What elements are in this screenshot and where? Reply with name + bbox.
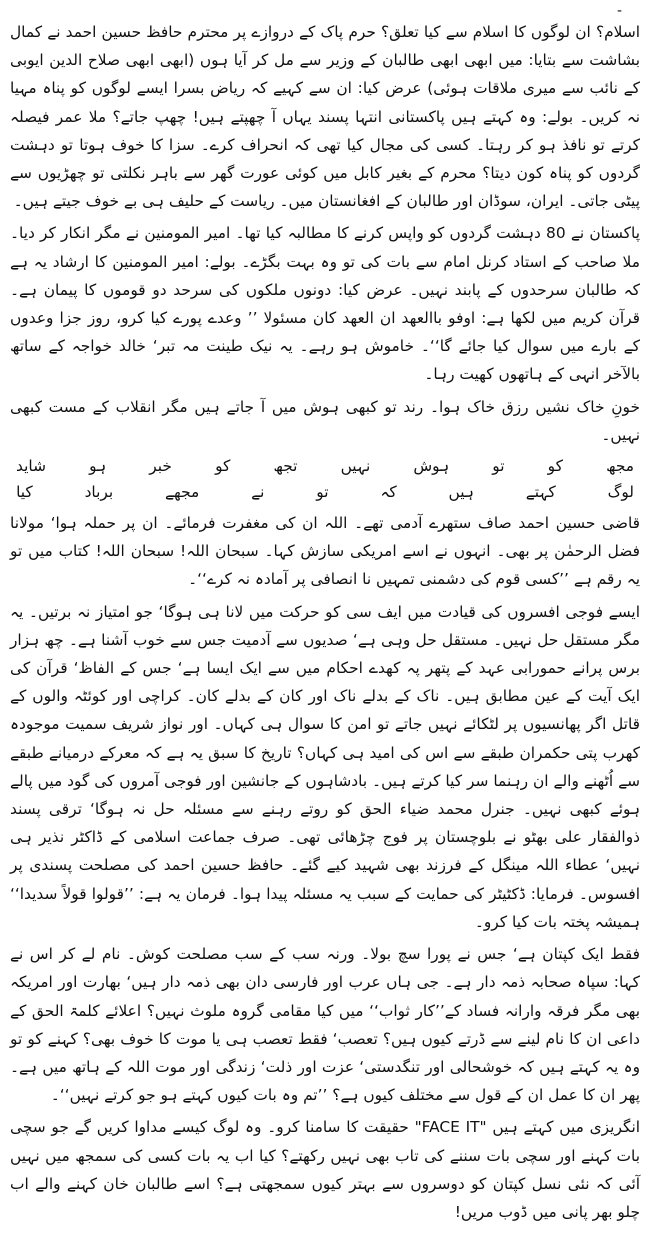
paragraph-4: قاضی حسین احمد صاف ستھرے آدمی تھے۔ اللہ ان کی مغفرت فرمائے۔ ان پر حملہ ہوا‘ مولانا فضل الرحمٰن پر بھی۔ انہوں نے اسے امریکی سازش کہا۔ سبحان اللہ! سبحان اللہ! کتاب میں تو یہ رقم ہے ’’کسی قوم کی دشمنی تمہیں نا انصافی پر آمادہ نہ کرے‘‘۔ bbox=[10, 514, 640, 589]
paragraph-7: انگریزی میں کہتے ہیں "FACE IT" حقیقت کا سامنا کرو۔ وہ لوگ کیسے مداوا کریں گے جو سچی بات کہنے اور سچی بات سننے کی تاب بھی نہیں رکھتے؟ کیا اب یہ بات کسی کی سمجھ میں نہیں آئی کہ نئی نسل کپتان کو دوسروں سے بہتر کیوں سمجھتی ہے؟ اسے طالبان خان کہنے والے اب چلو بھر پانی میں ڈوب مریں! bbox=[10, 1118, 641, 1221]
paragraph-5: ایسے فوجی افسروں کی قیادت میں ایف سی کو حرکت میں لانا ہی ہوگا‘ جو امتیاز نہ برتیں۔ یہ مگر مستقل حل نہیں۔ مستقل حل وہی ہے‘ صدیوں سے آدمیت جس سے خوب آشنا ہے۔ چھ ہزار برس پرانے حمورابی عہد کے پتھر پہ کھدے احکام میں سے ایک ایسا ہے‘ جس کے الفاظ‘ قرآن کی ایک آیت کے عین مطابق ہیں۔ ناک کے بدلے ناک اور کان کے بدلے کان۔ کراچی اور کوئٹہ والوں کے قاتل اگر پھانسیوں پر لٹکائے نہیں جاتے تو امن کا سوال ہی کہاں۔ اور نواز شریف سمیت موجودہ کھرب پتی حکمران طبقے سے اس کی امید ہی کہاں؟ تاریخ کا سبق یہ ہے کہ معرکے درمیانے طبقے سے اُٹھنے والے ان رہنما سر کیا کرتے ہیں۔ بادشاہوں کے جانشین اور فوجی آمروں کی گود میں پالے ہوئے کبھی نہیں۔ جنرل محمد ضیاء الحق کو روتے رہنے سے مسئلہ حل نہ ہوگا‘ ترقی پسند ذوالفقار علی بھٹو نے بلوچستان پر فوج چڑھائی تھی۔ صرف جماعت اسلامی کے ڈاکٹر نذیر ہی نہیں‘ عطاء اللہ مینگل کے فرزند بھی شہید کیے گئے۔ حافظ حسین احمد کی مصلحت پسندی پر افسوس۔ فرمایا: ڈکٹیٹر کی حمایت کے سبب یہ مسئلہ پیدا ہوا۔ فرمان یہ ہے: ’’قولوا قولاً سدیدا‘‘ ہمیشہ پختہ بات کیا کرو۔ bbox=[10, 602, 640, 931]
poem-word: نے bbox=[251, 483, 265, 502]
poem-couplet bbox=[10, 453, 640, 505]
poem-word: تجھ bbox=[273, 457, 298, 476]
poem-word: کو bbox=[215, 457, 231, 476]
poem-word: نہیں bbox=[340, 457, 371, 476]
poem-word: لوگ bbox=[607, 483, 634, 502]
poem-word: تو bbox=[492, 457, 505, 476]
poem-word: تو bbox=[316, 483, 329, 502]
poem-word: کیا bbox=[16, 483, 33, 502]
poem-line-1 bbox=[10, 453, 640, 479]
top-dash: - bbox=[616, 3, 622, 19]
paragraph-1: اسلام؟ ان لوگوں کا اسلام سے کیا تعلق؟ حرم پاک کے دروازے پر محترم حافظ حسین احمد نے کمال بشاشت سے بتایا: میں ابھی ابھی طالبان کے وزیر سے مل کر آیا ہوں (ابھی ابھی صلاح الدین ایوبی کے نائب سے میری ملاقات ہوئی) عرض کیا: ان سے کہیے کہ ریاض بسرا ایسے لوگوں کو پناہ مہیا نہ کریں۔ بولے: وہ کہتے ہیں پاکستانی انتہا پسند یہاں آ چھپتے ہیں! چھپ جاتے؟ ملا عمر فیصلہ کرتے تو نافذ ہو کر رہتا۔ کسی کی مجال کیا تھی کہ انحراف کرے۔ سزا کا خوف ہوتا تو دہشت گردوں کو پناہ کون دیتا؟ محرم کے بغیر کابل میں کوئی عورت گھر سے باہر نکلتی تو چھڑیوں سے پیٹی جاتی۔ ایران، سوڈان اور طالبان کے افغانستان میں۔ ریاست کے حلیف ہی بے خوف جیتے ہیں۔ bbox=[10, 23, 640, 211]
poem-word: برباد bbox=[84, 483, 114, 502]
poem-word: ہیں bbox=[448, 483, 474, 502]
paragraph-3: خونِ خاک نشیں رزق خاک ہوا۔ رند تو کبھی ہوش میں آ جاتے ہیں مگر انقلاب کے مست کبھی نہیں۔ bbox=[10, 397, 640, 444]
poem-word: مجھ bbox=[606, 457, 634, 476]
poem-word: کو bbox=[547, 457, 563, 476]
poem-word: شاید bbox=[16, 457, 46, 476]
poem-line-2 bbox=[10, 479, 640, 505]
poem-word: ہو bbox=[89, 457, 107, 476]
poem-word: کہتے bbox=[525, 483, 556, 502]
poem-word: ہوش bbox=[413, 457, 450, 476]
paragraph-2: پاکستان نے 80 دہشت گردوں کو واپس کرنے کا مطالبہ کیا تھا۔ امیر المومنین نے مگر انکار کر دیا۔ ملا صاحب کے استاد کرنل امام سے بات کی تو وہ بہت بگڑے۔ بولے: امیر المومنین کا ارشاد یہ ہے کہ طالبان سرحدوں کے پابند نہیں۔ عرض کیا: دونوں ملکوں کی سرحد دو قوموں کا پیمان ہے۔ قرآن کریم میں لکھا ہے: اوفو باالعھد ان العھد کان مسئولا ’’ وعدے پورے کیا کرو، روز جزا وعدوں کے بارے میں سوال کیا جائے گا‘‘۔ خاموش ہو رہے۔ یہ نیک طینت مہ تبر‘ خالد خواجہ کے ساتھ بالآخر انہی کے ہاتھوں کھیت رہا۔ bbox=[10, 224, 640, 384]
poem-word: مجھے bbox=[165, 483, 200, 502]
poem-word: کہ bbox=[380, 483, 397, 502]
poem-word: خبر bbox=[149, 457, 172, 476]
paragraph-6: فقط ایک کپتان ہے‘ جس نے پورا سچ بولا۔ ورنہ سب کے سب مصلحت کوش۔ نام لے کر اس نے کہا: سپاہ صحابہ ذمہ دار ہے۔ جی ہاں عرب اور فارسی دان بھی ذمہ دار ہیں‘ بھارت اور امریکہ بھی مگر فرقہ وارانہ فساد کے’’کار ثواب‘‘ میں کیا مقامی گروہ ملوث نہیں؟ اعلائے کلمۃ الحق کے داعی ان کا نام لینے سے ڈرتے کیوں ہیں؟ تعصب‘ فقط تعصب ہی یا موت کا خوف بھی؟ کہنے کو تو وہ یہ کہتے ہیں کہ خوشحالی اور تنگدستی‘ عزت اور ذلت‘ زندگی اور موت اللہ کے ہاتھ میں ہے۔ پھر ان کا عمل ان کے قول سے مختلف کیوں ہے؟ ’’تم وہ بات کیوں کہتے ہو جو کرتے نہیں‘‘۔ bbox=[10, 945, 640, 1105]
